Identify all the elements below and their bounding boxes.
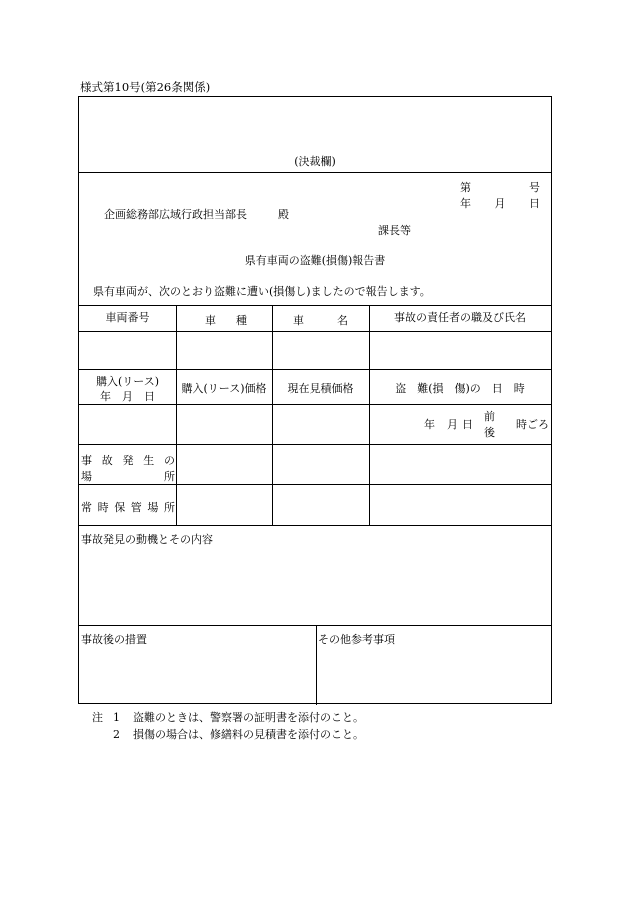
header-purchase-date-line1: 購入(リース) — [95, 375, 160, 388]
doc-date-day: 日 — [529, 197, 540, 210]
header-vehicle-type: 車 種 — [205, 314, 247, 327]
divider-decision — [79, 172, 551, 173]
form-number: 様式第10号(第26条関係) — [80, 80, 211, 94]
report-title: 県有車両の盗難(損傷)報告書 — [244, 254, 386, 267]
note-1-num: 1 — [113, 711, 120, 724]
date-pm: 後 — [484, 426, 495, 439]
doc-date-month: 月 — [494, 197, 506, 210]
note-1-text: 盗難のときは、警察署の証明書を添付のこと。 — [133, 711, 364, 724]
note-2-text: 損傷の場合は、修繕料の見積書を添付のこと。 — [133, 728, 364, 741]
vline-1 — [176, 305, 177, 525]
date-hour: 時ごろ — [516, 418, 549, 431]
label-discovery: 事故発見の動機とその内容 — [81, 533, 213, 546]
divider-row1 — [79, 331, 551, 332]
date-month: 月 — [447, 418, 458, 431]
divider-row5 — [79, 484, 551, 485]
vline-3 — [369, 305, 370, 525]
label-accident-place-line1: 事 故 発 生 の — [81, 454, 175, 467]
decision-label: (決裁欄) — [294, 155, 336, 168]
header-current-value: 現在見積価格 — [287, 382, 354, 395]
header-theft-date: 盗 難(損 傷)の 日 時 — [395, 382, 525, 395]
divider-row4 — [79, 444, 551, 445]
header-purchase-price: 購入(リース)価格 — [181, 382, 267, 395]
vline-2 — [272, 305, 273, 525]
doc-number-go: 号 — [529, 181, 540, 194]
label-other-notes: その他参考事項 — [318, 633, 395, 646]
doc-date — [460, 195, 540, 211]
sender: 課長等 — [378, 224, 411, 237]
date-am: 前 — [484, 410, 495, 423]
header-vehicle-name: 車 名 — [293, 314, 348, 327]
report-form — [78, 96, 552, 704]
header-vehicle-no: 車両番号 — [105, 311, 150, 324]
doc-number — [460, 179, 540, 195]
label-measures: 事故後の措置 — [81, 633, 147, 646]
vline-bottom — [316, 625, 317, 705]
label-storage-place: 常 時 保 管 場 所 — [81, 501, 175, 514]
date-year: 年 — [424, 418, 435, 431]
doc-date-year: 年 — [460, 197, 471, 210]
divider-row7 — [79, 625, 551, 626]
doc-number-dai: 第 — [460, 181, 471, 194]
date-day: 日 — [462, 418, 473, 431]
divider-row3 — [79, 404, 551, 405]
intro-text: 県有車両が、次のとおり盗難に遭い(損傷し)ましたので報告します。 — [93, 285, 431, 298]
divider-row2 — [79, 369, 551, 370]
addressee: 企画総務部広域行政担当部長 — [104, 208, 247, 221]
label-accident-place-line2: 場 所 — [81, 470, 175, 483]
divider-row6 — [79, 525, 551, 526]
note-2-num: 2 — [113, 728, 120, 741]
note-prefix: 注 — [92, 711, 103, 724]
addressee-honorific: 殿 — [278, 208, 289, 221]
header-responsible: 事故の責任者の職及び氏名 — [394, 311, 526, 324]
divider-table-top — [79, 305, 551, 306]
header-purchase-date-line2: 年 月 日 — [100, 390, 155, 403]
